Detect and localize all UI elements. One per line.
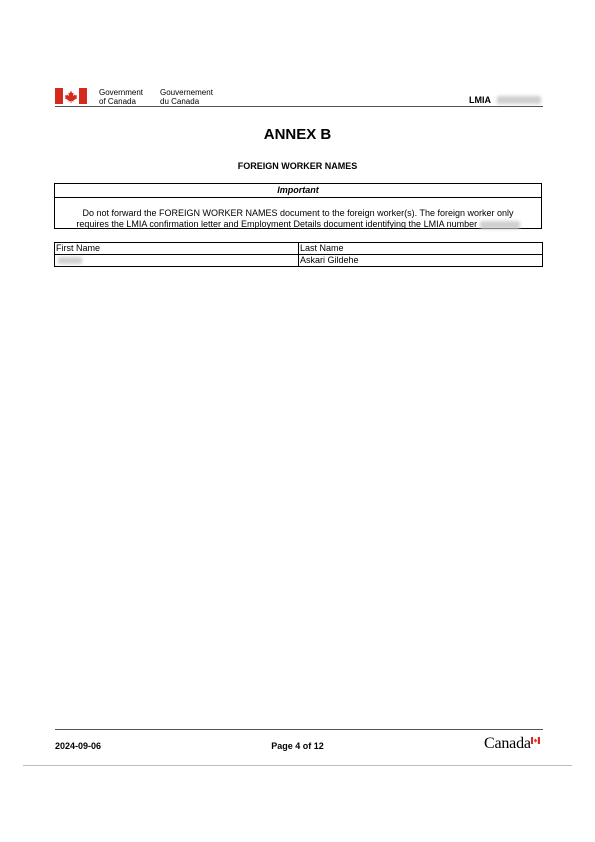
lmia-label: LMIA [469, 95, 491, 105]
table-row [55, 255, 543, 267]
gov-fr-line1: Gouvernement [160, 88, 213, 97]
important-line-2-text: requires the LMIA confirmation letter and Employment Details document identifying the LMIA number [76, 219, 478, 229]
gov-fr-line2: du Canada [160, 97, 200, 106]
section-title: FOREIGN WORKER NAMES [237, 161, 358, 171]
gov-en-line2: of Canada [99, 97, 136, 106]
important-line-1: Do not forward the FOREIGN WORKER NAMES document to the foreign worker(s). The foreign worker only [82, 208, 514, 218]
wordmark-flag-icon [531, 737, 540, 744]
important-heading: Important [277, 185, 319, 195]
footer-divider [55, 729, 543, 730]
footer-date: 2024-09-06 [55, 741, 102, 751]
foreign-worker-names-table [54, 242, 543, 267]
page-number: Page 4 of 12 [271, 741, 324, 751]
column-header-first-name: First Name [55, 243, 299, 255]
important-line-2 [56, 219, 540, 230]
canada-flag-icon [55, 88, 87, 104]
canada-wordmark-text: Canada [484, 735, 531, 752]
important-divider [54, 197, 542, 198]
first-name-redacted [58, 257, 82, 264]
canada-wordmark [484, 735, 531, 753]
important-notice-text [56, 208, 540, 230]
lmia-number-redacted [480, 221, 520, 229]
government-of-canada-signature-fr [160, 88, 213, 106]
first-name-cell [55, 255, 299, 267]
lmia-number-redacted [497, 96, 541, 104]
column-header-last-name: Last Name [299, 243, 543, 255]
header-divider [55, 106, 543, 107]
last-name-cell: Askari Gildehe [299, 255, 543, 267]
table-header-row [55, 243, 543, 255]
page-bottom-divider [23, 765, 572, 766]
annex-title: ANNEX B [263, 126, 332, 143]
government-of-canada-signature-en [99, 88, 143, 106]
gov-en-line1: Government [99, 88, 144, 97]
